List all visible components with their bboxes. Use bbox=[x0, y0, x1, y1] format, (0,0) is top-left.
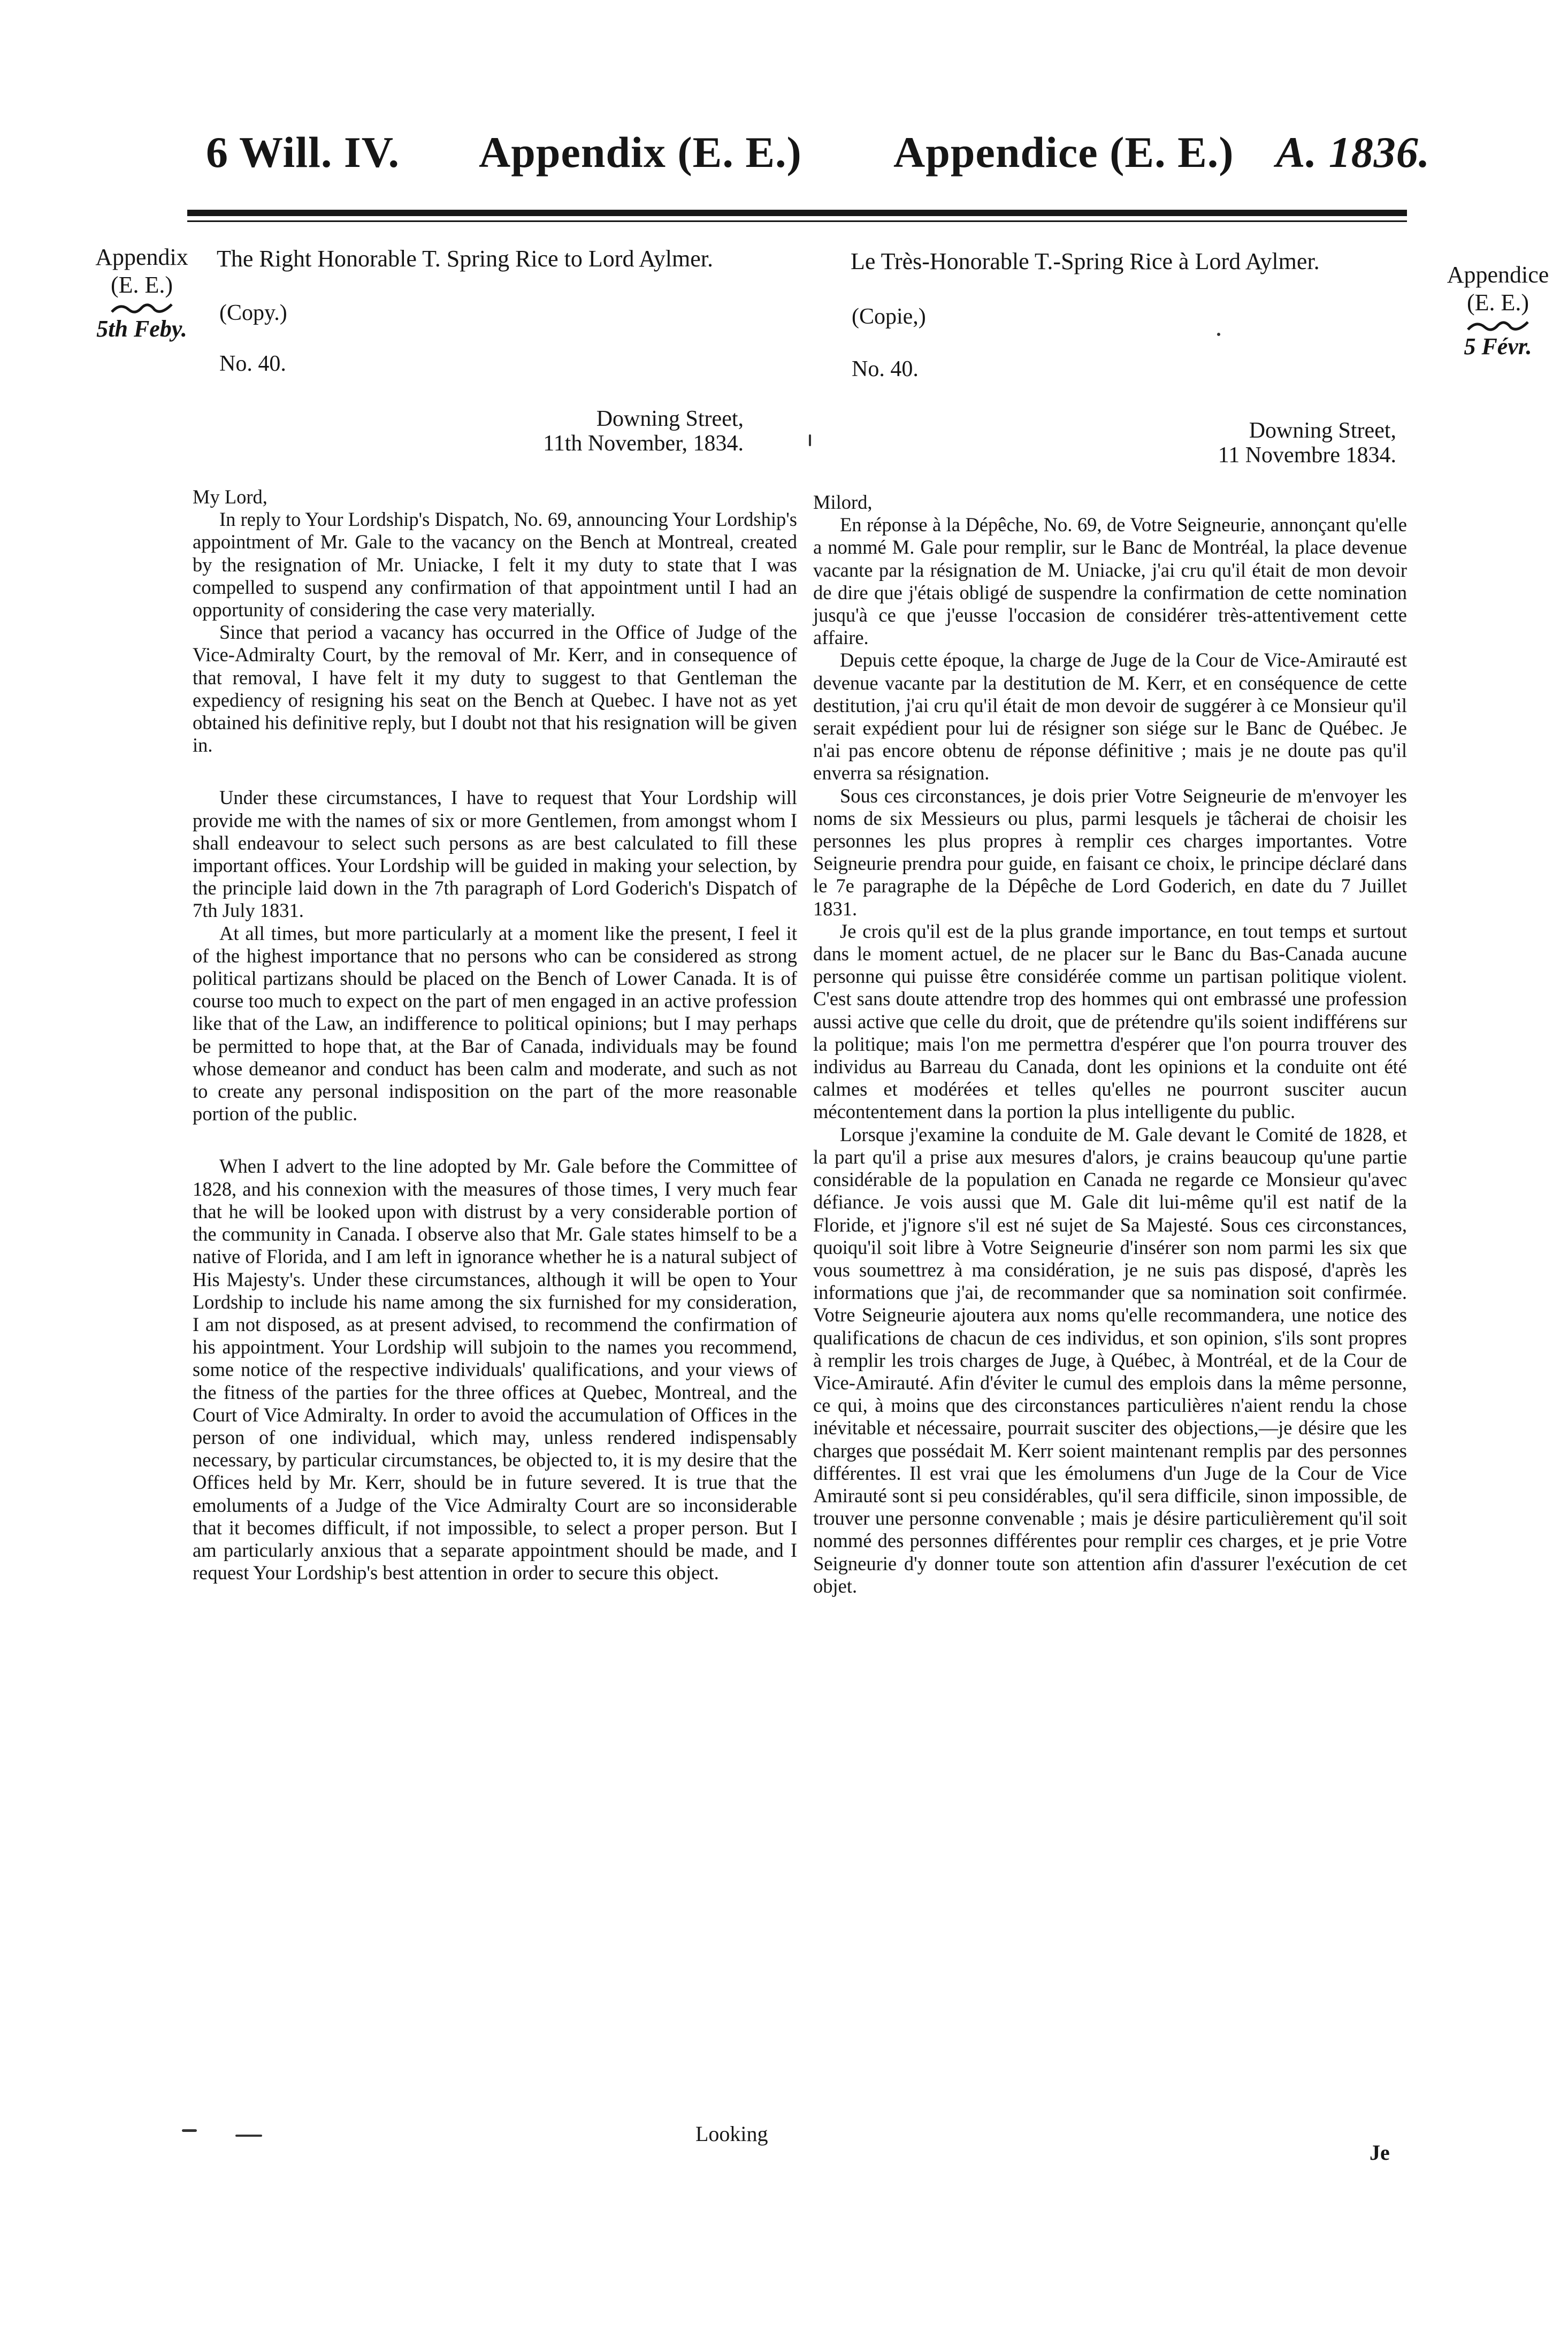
dateline-fr bbox=[1097, 418, 1396, 468]
appendix-heading-en: Appendix (E. E.) bbox=[479, 128, 802, 177]
dateline-date: 11 Novembre 1834. bbox=[1218, 443, 1396, 468]
paragraph-en: In reply to Your Lordship's Dispatch, No. 69, announcing Your Lordship's appointment of Mr. Gale to the vacancy on the Bench at Montreal, created by the resignation of Mr. Uniacke, I felt it my duty to state that I was compelled to suspend any confirmation of that appointment until I had an opportunity of considering the case very materially. bbox=[193, 508, 797, 621]
header-rule-thin bbox=[187, 220, 1407, 222]
paragraph-en: Under these circumstances, I have to request that Your Lordship will provide me with the names of six or more Gentlemen, from amongst whom I shall endeavour to select such persons as are best calculated to fill these important offices. Your Lordship will be guided in making your selection, by the principle laid down in the 7th paragraph of Lord Goderich's Dispatch of 7th July 1831. bbox=[193, 786, 797, 922]
margin-date: 5 Févr. bbox=[1464, 333, 1532, 360]
paragraph-en: When I advert to the line adopted by Mr. Gale before the Committee of 1828, and his connexion with the measures of those times, I very much fear that he will be looked upon with distrust by a very considerable portion of the community in Canada. I observe also that Mr. Gale states himself to be a native of Florida, and I am left in ignorance whether he is a natural subject of His Majesty's. Under these circumstances, although it will be open to Your Lordship to include his name among the six furnished for my consideration, I am not disposed, as at present advised, to recommend the confirmation of his appointment. Your Lordship will subjoin to the names you recommend, some notice of the respective individuals' qualifications, and your views of the fitness of the parties for the three offices at Quebec, Montreal, and the Court of Vice Admiralty. In order to avoid the accumulation of Offices in the person of one individual, which may, unless rendered indispensably necessary, by particular circumstances, be objected to, it is my desire that the Offices held by Mr. Kerr, should be in future severed. It is true that the emoluments of a Judge of the Vice Admiralty Court are so inconsiderable that it becomes difficult, if not impossible, to select a proper person. But I am particularly anxious that a separate appointment should be made, and I request Your Lordship's best attention in order to secure this object. bbox=[193, 1155, 797, 1584]
french-column bbox=[813, 491, 1407, 1597]
ink-speck bbox=[182, 2129, 197, 2132]
appendix-heading-fr: Appendice (E. E.) bbox=[893, 128, 1234, 177]
ink-speck bbox=[235, 2135, 262, 2137]
dispatch-number-fr: No. 40. bbox=[852, 357, 919, 381]
copy-label-en: (Copy.) bbox=[219, 301, 287, 325]
margin-date: 5th Feby. bbox=[96, 316, 187, 342]
dateline-en bbox=[481, 407, 744, 456]
paragraph-fr: Lorsque j'examine la conduite de M. Gale devant le Comité de 1828, et la part qu'il a prise aux mesures d'alors, je crains beaucoup qu'une partie considérable de la population en Canada ne regarde ce Monsieur qu'avec défiance. Je vois aussi que M. Gale dit lui-même qu'il est natif de la Floride, et j'ignore s'il est né sujet de Sa Majesté. Sous ces circonstances, quoiqu'il soit libre à Votre Seigneurie d'insérer son nom parmi les six que vous soumettrez à ma considération, je ne suis pas disposé, d'après les informations que j'ai, de recommander que sa nomination soit confirmée. Votre Seigneurie ajoutera aux noms qu'elle recommandera, une notice des qualifications de chacun de ces individus, et son opinion, s'ils sont propres à remplir les trois charges de Juge, à Québec, à Montréal, et de la Cour de Vice-Amirauté. Afin d'éviter le cumul des emplois dans la même personne, ce qui, à moins que des circonstances particulières n'aient rendu la chose inévitable et nécessaire, pourrait susciter des objections,—je désire que les charges que possédait M. Kerr soient maintenant remplis par des personnes différentes. Il est vrai que les émolumens d'un Juge de la Cour de Vice Amirauté sont si peu considérables, qu'il sera difficile, sinon impossible, de trouver une personne convenable ; mais je désire particulièrement qu'il soit nommé des personnes différentes pour remplir ces charges, et je prie Votre Seigneurie d'y donner toute son attention afin d'assurer l'exécution de cet objet. bbox=[813, 1123, 1407, 1597]
margin-appendix-label: Appendix bbox=[95, 244, 188, 270]
dateline-place: Downing Street, bbox=[596, 407, 744, 431]
dateline-date: 11th November, 1834. bbox=[543, 431, 744, 456]
letter-title-en: The Right Honorable T. Spring Rice to Lord Aylmer. bbox=[217, 246, 713, 272]
catchword-fr: Je bbox=[1370, 2140, 1390, 2165]
paragraph-fr: Sous ces circonstances, je dois prier Votre Seigneurie de m'envoyer les noms de six Messieurs ou plus, parmi lesquels je tâcherai de choisir les personnes les plus propres à remplir ces charges importantes. Votre Seigneurie prendra pour guide, en faisant ce choix, le principe déclaré dans le 7e paragraphe de la Dépêche de Lord Goderich, en date du 7 Juillet 1831. bbox=[813, 784, 1407, 920]
year-heading: A. 1836. bbox=[1276, 128, 1431, 177]
ink-speck bbox=[1217, 333, 1220, 336]
session-heading: 6 Will. IV. bbox=[206, 128, 400, 177]
paragraph-fr: En réponse à la Dépêche, No. 69, de Votre Seigneurie, annonçant qu'elle a nommé M. Gale pour remplir, sur le Banc de Montréal, la place devenue vacante par la résignation de M. Uniacke, j'ai cru qu'il était de mon devoir de dire que j'étais obligé de suspendre la confirmation de cette nomination jusqu'à ce que j'eusse l'occasion de considérer très-attentivement cette affaire. bbox=[813, 514, 1407, 649]
paragraph-fr: Depuis cette époque, la charge de Juge de la Cour de Vice-Amirauté est devenue vacante par la destitution de M. Kerr, et en conséquence de cette destitution, j'ai cru qu'il était de mon devoir de suggérer à ce Monsieur qu'il serait expédient pour lui de résigner son siége sur le Banc de Québec. Je n'ai pas encore obtenu de réponse définitive ; mais je ne doute pas qu'il enverra sa résignation. bbox=[813, 649, 1407, 784]
dateline-place: Downing Street, bbox=[1249, 418, 1396, 443]
margin-appendix-code: (E. E.) bbox=[110, 272, 173, 298]
paragraph-en: At all times, but more particularly at a moment like the present, I feel it of the highest importance that no persons who can be considered as strong political partizans should be placed on the Bench of Lower Canada. It is of course too much to expect on the part of men engaged in an active profession like that of the Law, an indifference to political opinions; but I may perhaps be permitted to hope that, at the Bar of Canada, individuals may be found whose demeanor and conduct has been calm and moderate, and such as not to create any personal indisposition on the part of the more reasonable portion of the public. bbox=[193, 922, 797, 1125]
letter-title-fr: Le Très-Honorable T.-Spring Rice à Lord Aylmer. bbox=[851, 248, 1320, 274]
swash-ornament-icon bbox=[110, 301, 174, 315]
dispatch-number-en: No. 40. bbox=[219, 351, 286, 376]
copy-label-fr: (Copie,) bbox=[852, 304, 926, 329]
english-column bbox=[193, 486, 797, 1584]
swash-ornament-icon bbox=[1463, 319, 1533, 333]
paragraph-en: Since that period a vacancy has occurred in the Office of Judge of the Vice-Admiralty Court, by the removal of Mr. Kerr, and in consequence of that removal, I have felt it my duty to suggest to that Gentleman the expediency of resigning his seat on the Bench at Quebec. I have not as yet obtained his definitive reply, but I doubt not that his resignation will be given in. bbox=[193, 621, 797, 756]
margin-appendix-label: Appendice bbox=[1447, 262, 1549, 288]
margin-note-left bbox=[80, 243, 203, 343]
salutation-fr: Milord, bbox=[813, 491, 873, 513]
margin-appendix-code: (E. E.) bbox=[1466, 289, 1529, 316]
header-rule bbox=[187, 210, 1407, 216]
salutation-en: My Lord, bbox=[193, 486, 267, 508]
ink-speck bbox=[809, 434, 811, 446]
catchword-en: Looking bbox=[695, 2122, 768, 2146]
paragraph-fr: Je crois qu'il est de la plus grande importance, en tout temps et surtout dans le moment actuel, de ne placer sur le Banc du Bas-Canada aucune personne qui puisse être considérée comme un partisan politique violent. C'est sans doute attendre trop des hommes qui ont embrassé une profession aussi active que celle du droit, que de prétendre qu'ils soient indifférens sur la politique; mais l'on me permettra d'espérer que l'on pourra trouver des individus au Barreau du Canada, dont les opinions et la conduite ont été calmes et modérées et telles qu'elles ne pourront susciter aucun mécontentement dans la portion la plus intelligente du public. bbox=[813, 920, 1407, 1123]
margin-note-right bbox=[1431, 261, 1565, 361]
